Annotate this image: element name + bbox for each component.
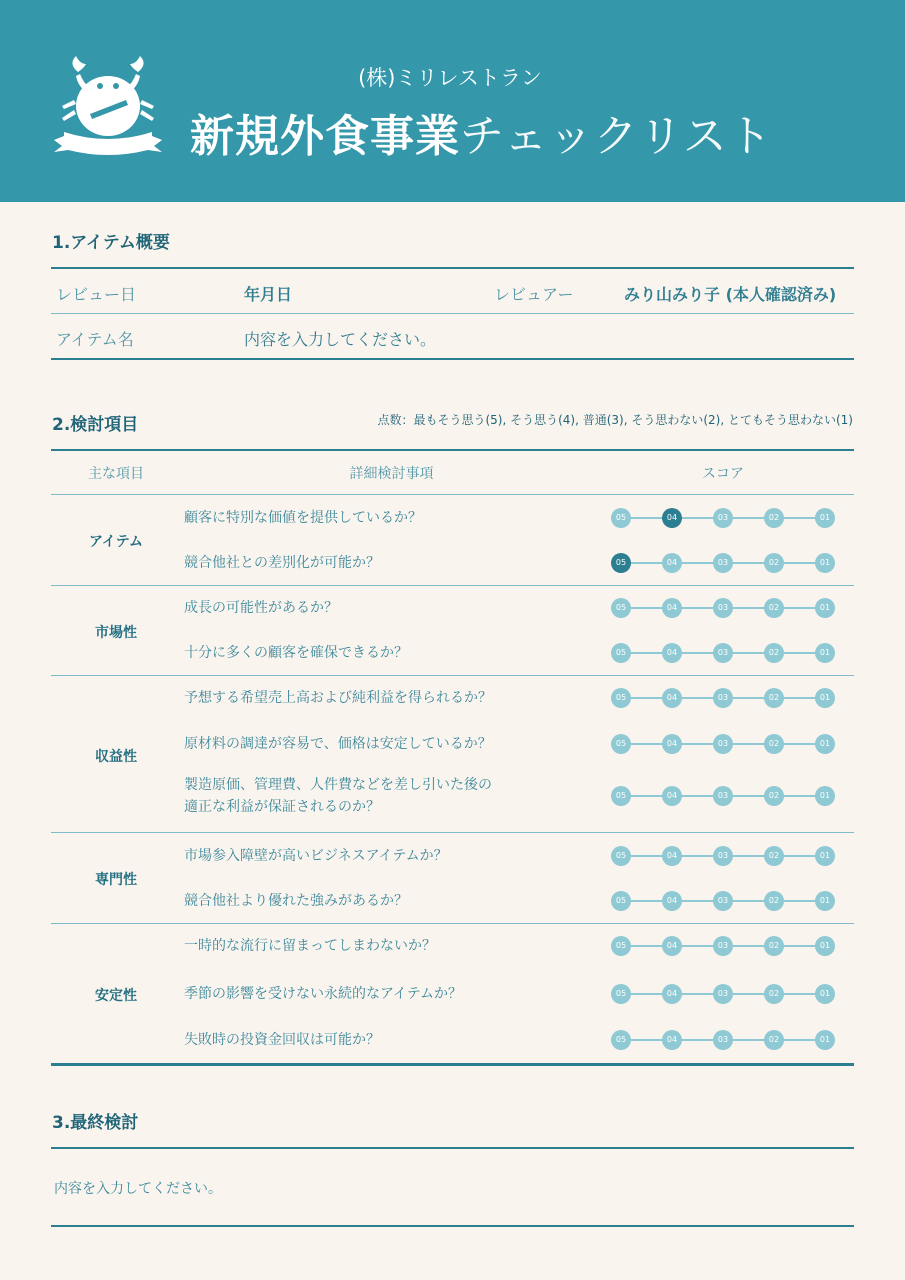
final-review-field[interactable]: 内容を入力してください。 [54, 1181, 222, 1197]
divider [51, 449, 854, 451]
divider [51, 1147, 854, 1149]
score-option-05[interactable]: 05 [611, 643, 631, 663]
reviewer-field[interactable]: みり山みり子 (本人確認済み) [624, 285, 837, 304]
section-title-final: 3.最終検討 [52, 1113, 139, 1133]
score-option-01[interactable]: 01 [815, 984, 835, 1004]
divider [51, 923, 854, 924]
score-scale [611, 1030, 835, 1050]
item-name-label: アイテム名 [56, 330, 134, 349]
company-name: (株)ミリレストラン [358, 66, 542, 90]
score-scale [611, 936, 835, 956]
score-option-05[interactable]: 05 [611, 553, 631, 573]
crab-logo-icon [50, 54, 166, 158]
header-banner [0, 0, 905, 202]
question-text: 市場参入障壁が高いビジネスアイテムか？ [184, 848, 448, 864]
score-option-03[interactable]: 03 [713, 891, 733, 911]
score-option-04[interactable]: 04 [662, 643, 682, 663]
score-option-04[interactable]: 04 [662, 891, 682, 911]
score-scale [611, 786, 835, 806]
question-text: 製造原価、管理費、人件費などを差し引いた後の 適正な利益が保証されるのか？ [184, 777, 492, 815]
category-label: アイテム [88, 534, 144, 550]
score-option-05[interactable]: 05 [611, 508, 631, 528]
divider [51, 494, 854, 495]
score-option-02[interactable]: 02 [764, 891, 784, 911]
review-date-field[interactable]: 年月日 [244, 285, 293, 304]
score-option-03[interactable]: 03 [713, 1030, 733, 1050]
score-option-02[interactable]: 02 [764, 846, 784, 866]
header-score: スコア [702, 466, 744, 482]
score-option-01[interactable]: 01 [815, 891, 835, 911]
divider [51, 585, 854, 586]
score-scale [611, 846, 835, 866]
score-option-03[interactable]: 03 [713, 984, 733, 1004]
score-legend: 点数：最もそう思う(5), そう思う(4), 普通(3), そう思わない(2), とてもそう思わない(1) [377, 413, 853, 427]
score-option-04[interactable]: 04 [662, 508, 682, 528]
score-option-05[interactable]: 05 [611, 688, 631, 708]
reviewer-label: レビュアー [494, 285, 574, 304]
score-scale [611, 643, 835, 663]
question-text: 顧客に特別な価値を提供しているか？ [184, 510, 422, 526]
score-option-02[interactable]: 02 [764, 508, 784, 528]
score-option-03[interactable]: 03 [713, 846, 733, 866]
score-option-04[interactable]: 04 [662, 734, 682, 754]
score-scale [611, 553, 835, 573]
score-option-01[interactable]: 01 [815, 1030, 835, 1050]
score-option-03[interactable]: 03 [713, 936, 733, 956]
score-scale [611, 984, 835, 1004]
score-option-04[interactable]: 04 [662, 786, 682, 806]
score-option-03[interactable]: 03 [713, 598, 733, 618]
page-title [190, 100, 773, 164]
question-text: 成長の可能性があるか？ [184, 600, 338, 616]
category-label: 収益性 [95, 749, 137, 765]
score-scale [611, 734, 835, 754]
score-option-01[interactable]: 01 [815, 846, 835, 866]
score-scale [611, 688, 835, 708]
review-date-label: レビュー日 [56, 285, 137, 304]
score-option-05[interactable]: 05 [611, 1030, 631, 1050]
title-light: チェックリスト [460, 111, 773, 162]
question-text: 原材料の調達が容易で、価格は安定しているか？ [184, 736, 492, 752]
score-option-02[interactable]: 02 [764, 553, 784, 573]
score-option-02[interactable]: 02 [764, 643, 784, 663]
score-option-04[interactable]: 04 [662, 553, 682, 573]
divider [51, 267, 854, 269]
item-name-field[interactable]: 内容を入力してください。 [244, 330, 437, 349]
score-option-04[interactable]: 04 [662, 688, 682, 708]
header-detail: 詳細検討事項 [349, 466, 434, 482]
question-text: 競合他社との差別化が可能か？ [184, 555, 380, 571]
score-option-03[interactable]: 03 [713, 786, 733, 806]
score-option-05[interactable]: 05 [611, 734, 631, 754]
category-label: 安定性 [95, 988, 137, 1004]
score-option-05[interactable]: 05 [611, 786, 631, 806]
divider [51, 675, 854, 676]
score-scale [611, 891, 835, 911]
question-text: 予想する希望売上高および純利益を得られるか？ [184, 690, 492, 706]
score-option-02[interactable]: 02 [764, 984, 784, 1004]
score-option-01[interactable]: 01 [815, 936, 835, 956]
divider [51, 1063, 854, 1066]
score-option-04[interactable]: 04 [662, 846, 682, 866]
header-category: 主な項目 [88, 466, 144, 482]
score-option-04[interactable]: 04 [662, 1030, 682, 1050]
score-option-02[interactable]: 02 [764, 598, 784, 618]
score-option-03[interactable]: 03 [713, 734, 733, 754]
score-option-02[interactable]: 02 [764, 1030, 784, 1050]
category-label: 専門性 [95, 872, 137, 888]
score-option-05[interactable]: 05 [611, 846, 631, 866]
section-title-overview: 1.アイテム概要 [52, 233, 170, 253]
score-option-03[interactable]: 03 [713, 553, 733, 573]
question-text: 十分に多くの顧客を確保できるか？ [184, 645, 408, 661]
score-option-05[interactable]: 05 [611, 598, 631, 618]
divider [51, 1225, 854, 1227]
score-option-01[interactable]: 01 [815, 734, 835, 754]
score-option-03[interactable]: 03 [713, 508, 733, 528]
score-option-03[interactable]: 03 [713, 643, 733, 663]
score-option-04[interactable]: 04 [662, 984, 682, 1004]
score-option-01[interactable]: 01 [815, 598, 835, 618]
section-title-review: 2.検討項目 [52, 415, 139, 435]
question-text: 競合他社より優れた強みがあるか？ [184, 893, 408, 909]
question-text: 季節の影響を受けない永続的なアイテムか？ [184, 986, 463, 1002]
question-text: 失敗時の投資金回収は可能か？ [184, 1032, 380, 1048]
score-option-02[interactable]: 02 [764, 734, 784, 754]
score-scale [611, 598, 835, 618]
score-option-04[interactable]: 04 [662, 598, 682, 618]
score-option-05[interactable]: 05 [611, 984, 631, 1004]
score-option-02[interactable]: 02 [764, 688, 784, 708]
score-option-05[interactable]: 05 [611, 936, 631, 956]
score-option-02[interactable]: 02 [764, 936, 784, 956]
score-option-01[interactable]: 01 [815, 508, 835, 528]
score-option-01[interactable]: 01 [815, 553, 835, 573]
divider [51, 358, 854, 360]
score-option-03[interactable]: 03 [713, 688, 733, 708]
score-option-01[interactable]: 01 [815, 643, 835, 663]
divider [51, 313, 854, 314]
score-option-02[interactable]: 02 [764, 786, 784, 806]
score-option-04[interactable]: 04 [662, 936, 682, 956]
question-text: 一時的な流行に留まってしまわないか？ [184, 938, 436, 954]
score-scale [611, 508, 835, 528]
score-option-05[interactable]: 05 [611, 891, 631, 911]
score-option-01[interactable]: 01 [815, 688, 835, 708]
divider [51, 832, 854, 833]
title-bold: 新規外食事業 [190, 111, 460, 162]
category-label: 市場性 [95, 625, 137, 641]
score-option-01[interactable]: 01 [815, 786, 835, 806]
